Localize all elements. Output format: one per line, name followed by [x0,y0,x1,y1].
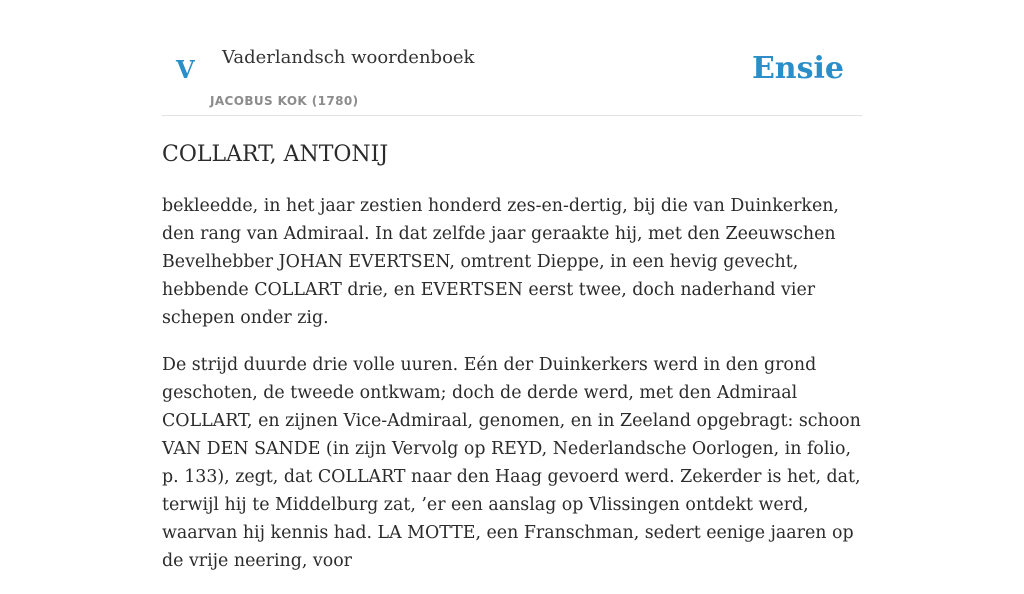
index-letter[interactable]: V [176,55,195,84]
book-author: JACOBUS KOK (1780) [210,94,359,108]
entry-title: COLLART, ANTONIJ [162,142,389,167]
book-title-link[interactable]: Vaderlandsch woordenboek [222,47,475,68]
site-logo[interactable]: Ensie [751,51,844,86]
entry-paragraph: De strijd duurde drie volle uuren. Eén der Duinkerkers werd in den grond geschoten, de tweede ontkwam; doch de derde werd, met den Admiraal COLLART, en zijnen Vice-Admiraal, genomen, en in Zeeland opgebragt: schoon VAN DEN SANDE (in zijn Vervolg op REYD, Nederlandsche Oorlogen, in folio, p. 133), zegt, dat COLLART naar den Haag gevoerd werd. Zekerder is het, dat, terwijl hij te Middelburg zat, ’er een aanslag op Vlissingen ontdekt werd, waarvan hij kennis had. LA MOTTE, een Franschman, sedert eenige jaaren op de vrije neering, voor [162,355,861,571]
entry-content [162,192,862,594]
entry-paragraph: bekleedde, in het jaar zestien honderd zes-en-dertig, bij die van Duinkerken, den rang van Admiraal. In dat zelfde jaar geraakte hij, met den Zeeuwschen Bevelhebber JOHAN EVERTSEN, omtrent Dieppe, in een hevig gevecht, hebbende COLLART drie, en EVERTSEN eerst twee, doch naderhand vier schepen onder zig. [162,196,839,328]
page-header [162,28,862,116]
